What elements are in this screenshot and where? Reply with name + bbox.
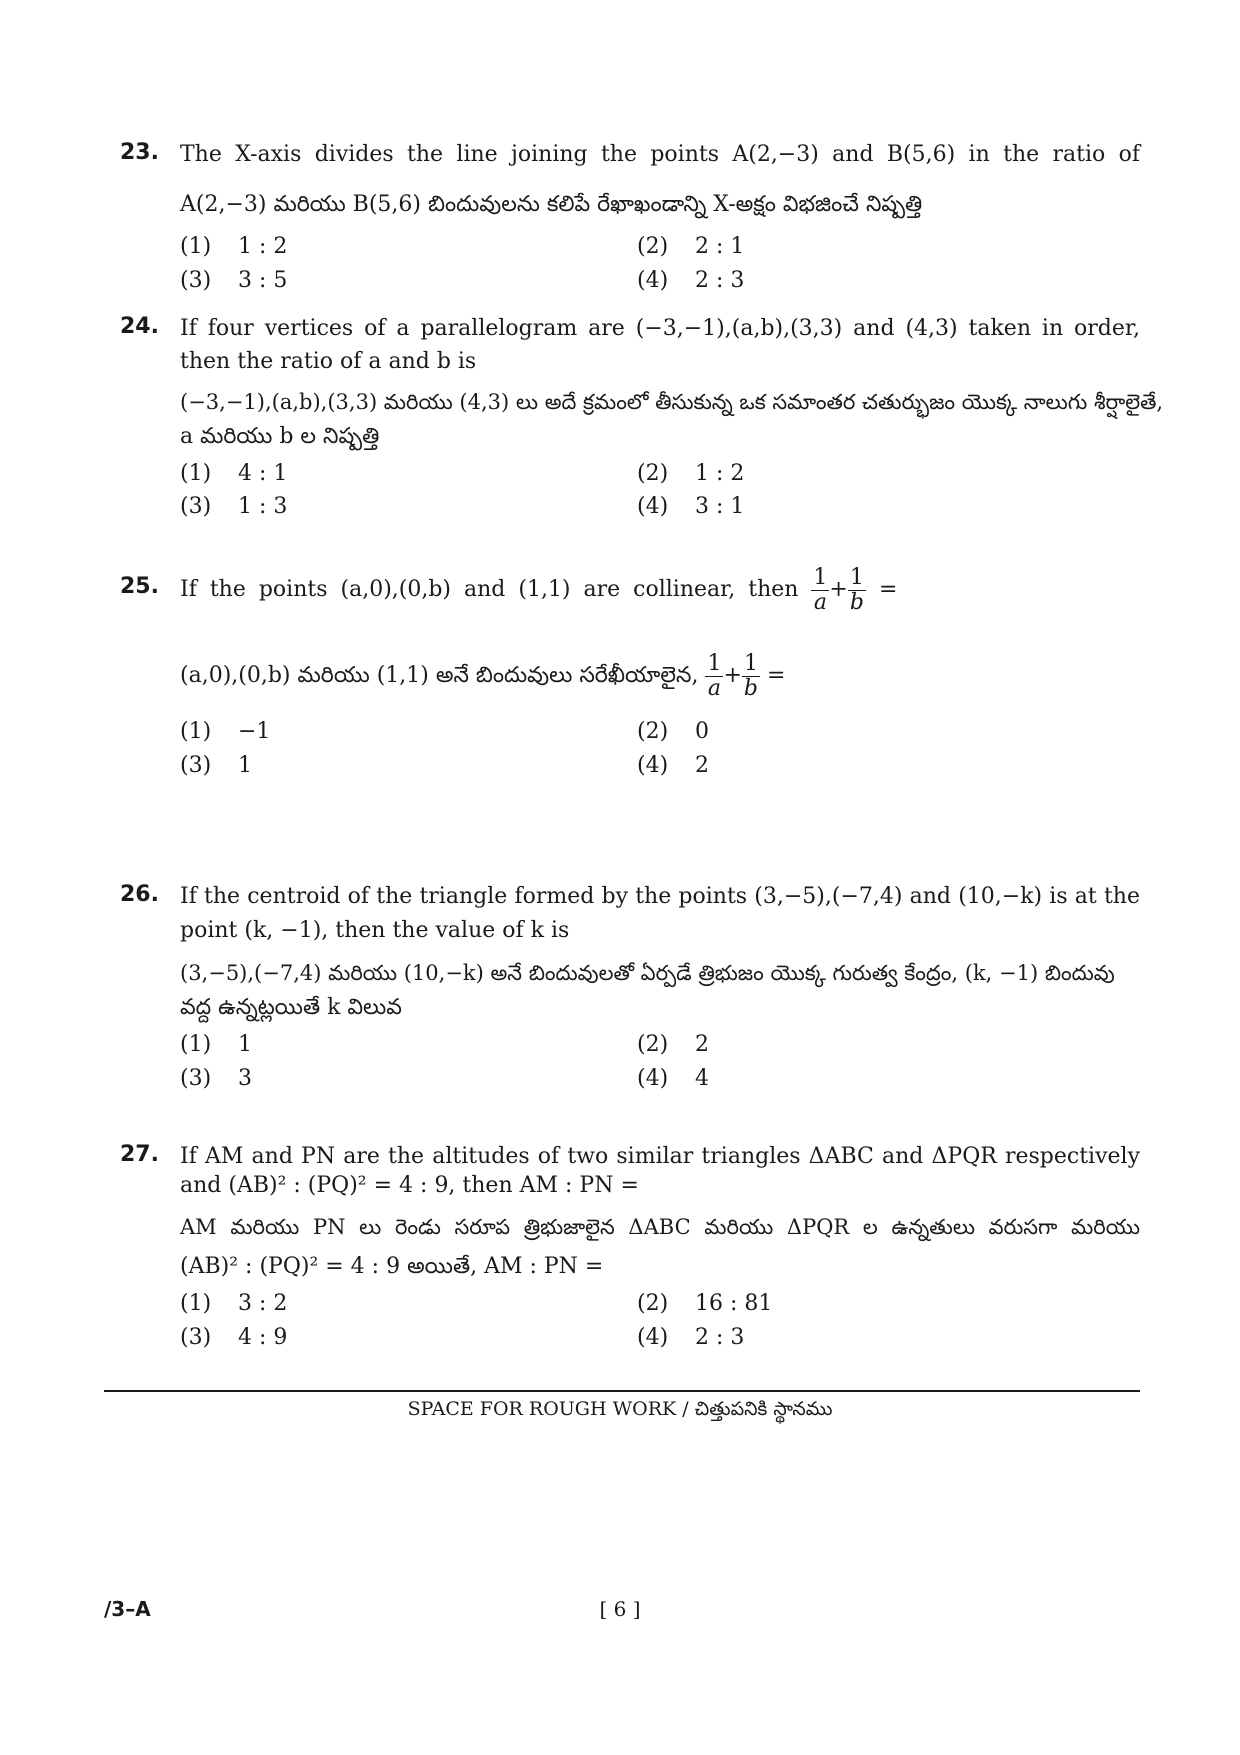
question-text-telugu-line2: (AB)² : (PQ)² = 4 : 9 అయితే, AM : PN = [180, 1254, 604, 1279]
option-number: (3) [180, 1325, 212, 1350]
equals-sign: = [766, 663, 786, 688]
question-text-english-line2: then the ratio of a and b is [180, 349, 477, 374]
option-number: (4) [637, 494, 669, 519]
option-number: (1) [180, 1032, 212, 1057]
option-3[interactable] [180, 492, 287, 522]
option-number: (3) [180, 268, 212, 293]
option-value: 1 : 2 [695, 461, 745, 486]
question-text-english-line1: If the centroid of the triangle formed by the points (3,−5),(−7,4) and (10,−k) is at the [180, 884, 1140, 909]
option-1[interactable] [180, 1030, 252, 1060]
option-number: (2) [637, 1032, 669, 1057]
option-value: 1 [238, 1032, 252, 1057]
option-number: (2) [637, 719, 669, 744]
option-4[interactable] [637, 1323, 744, 1353]
option-4[interactable] [637, 492, 744, 522]
option-number: (4) [637, 1066, 669, 1091]
option-value: 1 [238, 753, 252, 778]
option-2[interactable] [637, 1289, 772, 1319]
option-number: (2) [637, 1291, 669, 1316]
question-text-english-line2: and (AB)² : (PQ)² = 4 : 9, then AM : PN = [180, 1173, 639, 1198]
option-value: 4 [695, 1066, 709, 1091]
question-text-telugu [180, 646, 1140, 706]
option-value: 3 : 1 [695, 494, 745, 519]
option-1[interactable] [180, 232, 287, 262]
option-number: (1) [180, 1291, 212, 1316]
option-value: 1 : 2 [238, 234, 288, 259]
option-value: 3 [238, 1066, 252, 1091]
option-3[interactable] [180, 266, 287, 296]
option-value: 16 : 81 [695, 1291, 773, 1316]
option-2[interactable] [637, 1030, 709, 1060]
question-text-english [180, 560, 1140, 620]
plus-sign: + [829, 577, 848, 602]
option-number: (3) [180, 753, 212, 778]
fraction-1-over-b: $\frac{1}{b}$ [743, 650, 758, 701]
fraction-1-over-a: $\frac{1}{a}$ [813, 564, 828, 615]
question-text-english-line2: point (k, −1), then the value of k is [180, 918, 570, 943]
option-value: 2 : 1 [695, 234, 745, 259]
option-value: 4 : 1 [238, 461, 288, 486]
question-text-telugu-line1: (3,−5),(−7,4) మరియు (10,−k) అనే బిందువులతో ఏర్పడే త్రిభుజం యొక్క గురుత్వ కేంద్రం, (k, −1) బిందువు [180, 961, 1115, 985]
option-value: 1 : 3 [238, 494, 288, 519]
option-number: (1) [180, 234, 212, 259]
question-text-telugu-line1: AM మరియు PN లు రెండు సరూప త్రిభుజాలైన ΔABC మరియు ΔPQR ల ఉన్నతులు వరుసగా మరియు [180, 1215, 1140, 1239]
option-4[interactable] [637, 266, 744, 296]
question-text-telugu-line2: వద్ద ఉన్నట్లయితే k విలువ [180, 995, 402, 1020]
option-number: (2) [637, 461, 669, 486]
question-number: 25. [120, 574, 159, 599]
question-text: (a,0),(0,b) మరియు (1,1) అనే బిందువులు సరేఖీయాలైన, [180, 663, 699, 688]
option-number: (3) [180, 494, 212, 519]
option-number: (2) [637, 234, 669, 259]
option-number: (4) [637, 753, 669, 778]
option-number: (1) [180, 719, 212, 744]
option-number: (3) [180, 1066, 212, 1091]
footer-divider [104, 1390, 1140, 1392]
option-2[interactable] [637, 717, 709, 747]
option-number: (4) [637, 268, 669, 293]
option-3[interactable] [180, 751, 252, 781]
question-number: 24. [120, 314, 159, 339]
option-value: 2 : 3 [695, 268, 745, 293]
option-3[interactable] [180, 1064, 252, 1094]
option-4[interactable] [637, 751, 709, 781]
question-number: 23. [120, 140, 159, 165]
option-2[interactable] [637, 459, 744, 489]
plus-sign: + [723, 663, 742, 688]
option-value: 3 : 2 [238, 1291, 288, 1316]
booklet-code: /3–A [104, 1597, 151, 1621]
fraction-1-over-a: $\frac{1}{a}$ [707, 650, 722, 701]
fraction-1-over-b: $\frac{1}{b}$ [849, 564, 864, 615]
page-number: [ 6 ] [599, 1597, 641, 1621]
option-number: (1) [180, 461, 212, 486]
option-3[interactable] [180, 1323, 287, 1353]
question-text: If the points (a,0),(0,b) and (1,1) are collinear, then [180, 577, 799, 602]
option-value: 2 [695, 753, 709, 778]
option-value: 4 : 9 [238, 1325, 288, 1350]
option-2[interactable] [637, 232, 744, 262]
option-value: 3 : 5 [238, 268, 288, 293]
option-value: 0 [695, 719, 709, 744]
option-4[interactable] [637, 1064, 709, 1094]
question-text-english: The X-axis divides the line joining the points A(2,−3) and B(5,6) in the ratio of [180, 142, 1140, 167]
rough-work-label: SPACE FOR ROUGH WORK / చిత్తుపనికి స్థానము [407, 1398, 833, 1420]
option-1[interactable] [180, 1289, 287, 1319]
question-number: 26. [120, 882, 159, 907]
question-text-telugu-line1: (−3,−1),(a,b),(3,3) మరియు (4,3) లు అదే క్రమంలో తీసుకున్న ఒక సమాంతర చతుర్భుజం యొక్క నాలుగు శీర్షాలైతే, [180, 390, 1164, 414]
question-text-english-line1: If AM and PN are the altitudes of two similar triangles ΔABC and ΔPQR respectively [180, 1144, 1140, 1169]
question-number: 27. [120, 1142, 159, 1167]
question-text-english-line1: If four vertices of a parallelogram are (−3,−1),(a,b),(3,3) and (4,3) taken in order, [180, 316, 1140, 341]
question-text-telugu: A(2,−3) మరియు B(5,6) బిందువులను కలిపే రేఖాఖండాన్ని X-అక్షం విభజించే నిష్పత్తి [180, 192, 923, 217]
option-1[interactable] [180, 459, 287, 489]
option-1[interactable] [180, 717, 270, 747]
option-value: −1 [238, 719, 271, 744]
option-value: 2 : 3 [695, 1325, 745, 1350]
option-number: (4) [637, 1325, 669, 1350]
option-value: 2 [695, 1032, 709, 1057]
question-text-telugu-line2: a మరియు b ల నిష్పత్తి [180, 424, 380, 449]
equals-sign: = [878, 577, 898, 602]
